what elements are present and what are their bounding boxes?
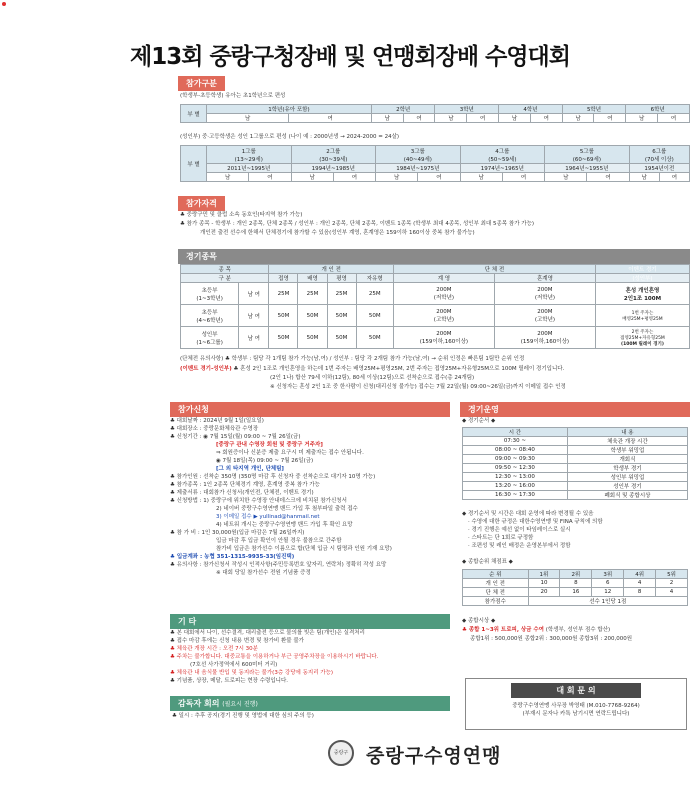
- application-line: ♣ 참가인원 : 선착순 350명 (350명 마감 후 신청자 중 선착순으로 대기자 10명 가능): [170, 474, 376, 480]
- operation-note: · 스타트는 단 1회로 규정함: [468, 535, 534, 541]
- schedule-content: 폐회식 및 종합시상: [567, 491, 687, 500]
- relay-cell: 200M (저학년): [393, 283, 494, 305]
- operation-note: · 경기 진행은 예선 없이 타임레이스로 실시: [468, 527, 571, 533]
- federation-logo: 중랑구: [328, 740, 354, 766]
- points-title: ◆ 종합순위 채점표 ◆: [462, 559, 513, 565]
- points-cell: 개 인 전: [463, 579, 529, 588]
- points-table: [462, 569, 688, 606]
- grade-cell: 6학년: [626, 105, 690, 114]
- medley-cell: 200M (저학년): [494, 283, 595, 305]
- mf-cell: 남: [207, 114, 289, 123]
- group-cell: 2그룹 (30~39세): [291, 146, 376, 164]
- operation-note: · 조편성 및 레인 배정은 운영본부에서 정함: [468, 543, 571, 549]
- dist-cell: 50M: [269, 327, 298, 349]
- schedule-time: 16:30 ~ 17:30: [463, 491, 568, 500]
- operation-note: · 수영에 대한 규정은 대한수영연맹 및 FINA 규칙에 의함: [468, 519, 603, 525]
- schedule-row: [463, 455, 688, 464]
- relay-cell: 200M (고학년): [393, 305, 494, 327]
- mf-cell: 남: [207, 173, 249, 182]
- grade-cell: 5학년: [562, 105, 626, 114]
- medley-cell: 200M (고학년): [494, 305, 595, 327]
- application-line: ♣ 제출서류 : 대회참가 신청서(개인전, 단체전, 이벤트 경기): [170, 490, 314, 496]
- application-line: ♣ 대회날짜 : 2024년 9월 1일(일요일): [170, 418, 264, 424]
- points-header: 1위: [528, 570, 560, 579]
- event-game-cell: 1번 주자는 배영25M+평영25M: [595, 305, 689, 327]
- application-line: ♣ 참가종목 : 1인 2종목 단체경기 계영, 혼계영 중복 참가 가능: [170, 482, 320, 488]
- application-line: ※ 대회 당일 참가선수 전원 기념품 증정: [216, 570, 311, 576]
- other-list: [170, 629, 452, 685]
- points-row: [463, 588, 688, 597]
- mf-cell: 남: [376, 173, 418, 182]
- stroke-head: 자유형: [356, 274, 393, 283]
- dist-cell: 50M: [327, 305, 356, 327]
- dist-cell: 50M: [327, 327, 356, 349]
- col-team: 단 체 전: [393, 265, 595, 274]
- adult-note: (성인부) 중·고등학생은 성인 1그룹으로 편성 (나이 예 : 2000년생 → 2024-2000 = 24살): [180, 134, 400, 140]
- mf-cell: 남: [460, 173, 502, 182]
- group-cell: 5그룹 (60~69세): [545, 146, 630, 164]
- section-participants: 참가구분: [178, 76, 225, 91]
- points-row: [463, 597, 688, 606]
- grade-cell: 3학년: [435, 105, 499, 114]
- application-line: ♣ 입금계좌 : 농협 351-1315-9935-33(임진택): [170, 554, 295, 560]
- judges-line: ♣ 일시 : 추후 공지(경기 진행 및 영법에 대한 심의 주의 등): [172, 713, 314, 719]
- dist-cell: 25M: [298, 283, 327, 305]
- points-cell: 단 체 전: [463, 588, 529, 597]
- operation-note: ◆ 경기순서 및 시간은 대회 운영에 따라 변경될 수 있음: [462, 511, 594, 517]
- col-div: 구 분: [181, 274, 269, 283]
- years-cell: 1984년~1975년: [376, 164, 461, 173]
- event-note: (이벤트 경기-성인부) ♣ 혼성 2인 1조로 개인혼영을 하는데 1번 주자는 배영25M+평영25M, 2번 주자는 접영25M+자유형25M으로 100M 릴레이 경기입니다.: [180, 366, 565, 372]
- relay-cell: 200M (159이하,160이상): [393, 327, 494, 349]
- section-qualification: 참가자격: [178, 196, 225, 211]
- application-line: ♣ 유의사항 : 참가신청서 작성시 인적사항(주민등록번호 앞자리, 연락처) 정확히 작성 요망: [170, 562, 387, 568]
- team-head: 혼계영: [494, 274, 595, 283]
- section-judges: 감독자 회의 (필요시 진행): [170, 696, 450, 711]
- div-cell: 성인부 (1~6그룹): [181, 327, 239, 349]
- award-line: ♣ 종합 1~3위 트로피, 상금 수여 (학생부, 성인부 점수 합산): [462, 627, 611, 633]
- section-events: 경기종목: [178, 249, 690, 264]
- points-cell: 6: [592, 579, 624, 588]
- points-cell: 8: [624, 588, 656, 597]
- schedule-time: 09:00 ~ 09:30: [463, 455, 568, 464]
- application-list: [170, 417, 452, 577]
- dist-cell: 25M: [269, 283, 298, 305]
- points-cell: 참가점수: [463, 597, 529, 606]
- schedule-row: [463, 464, 688, 473]
- adult-table: [180, 145, 690, 182]
- mf-cell: 남: [371, 114, 403, 123]
- div-cell: 초등부 (1~3학년): [181, 283, 239, 305]
- qual-line: ♣ 참가 종목 - 학생부 : 개인 2종목, 단체 2종목 / 성인부 : 개인 2종목, 단체 2종목, 이벤트 1종목 (학생부 최대 4종목, 성인부 최대 5종목 참가 가능): [180, 221, 535, 227]
- other-line: ♣ 체육관 개장 시간 : 오전 7시 30분: [170, 646, 258, 652]
- mf-cell: 여: [587, 173, 629, 182]
- schedule-row: [463, 437, 688, 446]
- mf-cell: 여: [403, 114, 435, 123]
- mf-cell: 남: [435, 114, 467, 123]
- schedule-time: 13:20 ~ 16:00: [463, 482, 568, 491]
- schedule-header: 시 간: [463, 428, 568, 437]
- schedule-title: ◆ 경기순서 ◆: [462, 418, 496, 424]
- section-other: 기 타: [170, 614, 450, 629]
- page-title: 제13회 중랑구청장배 및 연맹회장배 수영대회: [130, 44, 570, 70]
- points-header: 5위: [656, 570, 688, 579]
- grade-cell: 1학년(유아 포함): [207, 105, 372, 114]
- points-cell: 20: [528, 588, 560, 597]
- col-event: 종 목: [181, 265, 269, 274]
- event-note-3: ※ 신청자는 혼성 2인 1조 중 한사람이 신청(대리신청 불가능) 접수는 7월 22일(월) 09:00~26일(금)까지 이메일 접수 인정: [270, 384, 566, 390]
- elem-note: (학생부-초등학생) 유아는 초1학년으로 편성: [180, 93, 286, 99]
- points-cell: 10: [528, 579, 560, 588]
- application-line: ♣ 신청방법 : 1) 중랑구에 위치한 수영장 안내데스크에 비치된 참가신청서: [170, 498, 347, 504]
- award-title: ◆ 종합시상 ◆: [462, 618, 496, 624]
- dist-cell: 50M: [356, 327, 393, 349]
- schedule-row: [463, 473, 688, 482]
- mf-cell: 남 여: [239, 305, 269, 327]
- contact-line: 중랑구수영연맹 사무장 박영태 (M.010-7768-9264): [512, 703, 640, 709]
- schedule-content: 성인부 경기: [567, 482, 687, 491]
- application-line: ♣ 대회장소 : 중랑문화체육관 수영장: [170, 426, 259, 432]
- mf-cell: 남: [545, 173, 587, 182]
- group-cell: 3그룹 (40~49세): [376, 146, 461, 164]
- application-line: 3) 이메일 접수 ▶ yullinad@hanmail.net: [216, 514, 320, 520]
- years-cell: 1954년이전: [629, 164, 689, 173]
- operation-notes: [462, 510, 603, 550]
- application-line: 참가비 입금은 참가선수 이름으로 합(단체 입금 시 팀명과 인원 기재 요망): [216, 546, 392, 552]
- contact-box: [465, 678, 687, 730]
- event-game-sub: (성인부): [595, 274, 689, 283]
- schedule-content: 학생부 경기: [567, 464, 687, 473]
- section-operation: 경기운영: [460, 402, 690, 417]
- schedule-content: 체육관 개장 시간: [567, 437, 687, 446]
- points-cell: 4: [656, 588, 688, 597]
- years-cell: 1994년~1985년: [291, 164, 376, 173]
- medley-cell: 200M (159이하,160이상): [494, 327, 595, 349]
- schedule-content: 학생부 워밍업: [567, 446, 687, 455]
- grade-cell: 2학년: [371, 105, 435, 114]
- points-cell: 12: [592, 588, 624, 597]
- elem-label: 부 별: [181, 105, 207, 123]
- other-line: ♣ 주차는 불가합니다. 대중교통을 이용하거나 부근 공영주차장을 이용하시기 바랍니다.: [170, 654, 379, 660]
- application-line: ♣ 신청기간 : ◉ 7월 15일(월) 09:00 ~ 7월 26일(금): [170, 434, 301, 440]
- stroke-head: 평영: [327, 274, 356, 283]
- mf-cell: 여: [659, 173, 689, 182]
- events-table: [180, 264, 690, 349]
- group-cell: 6그룹 (70세 이상): [629, 146, 689, 164]
- dist-cell: 50M: [269, 305, 298, 327]
- mf-cell: 여: [289, 114, 371, 123]
- dist-cell: 25M: [356, 283, 393, 305]
- adult-label: 부 별: [181, 146, 207, 182]
- points-cell: 선수 1인당 1점: [528, 597, 687, 606]
- dist-cell: 50M: [356, 305, 393, 327]
- years-cell: 1964년~1955년: [545, 164, 630, 173]
- points-cell: 4: [624, 579, 656, 588]
- application-line: 2) 네이버 중랑구수영연맹 밴드 가입 후 첨부파일 출력 접수: [216, 506, 358, 512]
- points-cell: 16: [560, 588, 592, 597]
- section-application: 참가신청: [170, 402, 450, 417]
- application-line: ◉ 7월 18일(목) 09:00 ~ 7월 26일(금): [216, 458, 314, 464]
- mf-cell: 여: [249, 173, 291, 182]
- schedule-time: 08:00 ~ 08:40: [463, 446, 568, 455]
- schedule-content: 개회식: [567, 455, 687, 464]
- mf-cell: 여: [333, 173, 375, 182]
- points-header: 4위: [624, 570, 656, 579]
- col-event-game: 이벤트 경기: [595, 265, 689, 274]
- qual-line: 개인전 출전 선수에 한해서 단체경기에 참가할 수 있음(성인부 계영, 혼계영은 159이하 160이상 중복 참가 불가능): [200, 230, 475, 236]
- mf-cell: 여: [467, 114, 499, 123]
- points-header: 2위: [560, 570, 592, 579]
- points-cell: 8: [560, 579, 592, 588]
- points-header: 순 위: [463, 570, 529, 579]
- years-cell: 2011년~1995년: [207, 164, 292, 173]
- points-header: 3위: [592, 570, 624, 579]
- points-row: [463, 579, 688, 588]
- group-cell: 4그룹 (50~59세): [460, 146, 545, 164]
- other-line: ♣ 체육관 내 음식물 반입 및 동지라는 불가(3층 강당에 동지리 가능): [170, 670, 334, 676]
- mf-cell: 여: [530, 114, 562, 123]
- group-cell: 1그룹 (13~29세): [207, 146, 292, 164]
- mf-cell: 여: [502, 173, 544, 182]
- mf-cell: 남 여: [239, 283, 269, 305]
- mf-cell: 남: [499, 114, 531, 123]
- points-cell: 2: [656, 579, 688, 588]
- mf-cell: 남: [626, 114, 658, 123]
- mf-cell: 여: [418, 173, 460, 182]
- mf-cell: 남 여: [239, 327, 269, 349]
- org-name: 중랑구수영연맹: [366, 745, 502, 767]
- application-line: 4) 네트워 개시는 중랑구수영연맹 밴드 가입 후 확인 요망: [216, 522, 353, 528]
- schedule-header: 내 용: [567, 428, 687, 437]
- mf-cell: 남: [291, 173, 333, 182]
- mf-cell: 남: [562, 114, 594, 123]
- award-prizes: 종합1위 : 500,000원 종합2위 : 300,000원 종합3위 : 200,000원: [470, 636, 633, 642]
- application-line: [중랑구 관내 수영장 회원 및 중랑구 거주자]: [216, 442, 323, 448]
- schedule-time: 09:50 ~ 12:30: [463, 464, 568, 473]
- schedule-row: [463, 482, 688, 491]
- schedule-time: 07:30 ~: [463, 437, 568, 446]
- elem-table: [180, 104, 690, 123]
- col-individual: 개 인 전: [269, 265, 393, 274]
- event-game-cell: 혼성 개인혼영 2인1조 100M: [595, 283, 689, 305]
- mf-cell: 남: [629, 173, 659, 182]
- schedule-row: [463, 491, 688, 500]
- div-cell: 초등부 (4~6학년): [181, 305, 239, 327]
- mf-cell: 여: [658, 114, 690, 123]
- event-note-2: (2인 1나) 합산 79세 이하(12팀), 80세 이상(12팀)으로 선착순으로 접수(총 24개팀): [270, 375, 475, 381]
- schedule-table: [462, 427, 688, 500]
- qual-line: ♣ 중랑구민 및 클럽 소속 동호인(타지역 참가 가능): [180, 212, 303, 218]
- application-line: [그 외 타지역 개인, 단체팀]: [216, 466, 284, 472]
- application-line: ⇒ 회원증이나 신분증 제출 요구시 미 제출자는 접수 안됩니다.: [216, 450, 364, 456]
- contact-line-2: (부재시 문자나 카톡 남기시면 연락드립니다): [522, 711, 630, 717]
- grade-cell: 4학년: [499, 105, 563, 114]
- dist-cell: 50M: [298, 327, 327, 349]
- team-note: (단체전 유의사항) ♣ 학생부 : 팀당 각 1개팀 참가 가능(남,여) / 성인부 : 팀당 각 2개팀 참가 가능(남,여) → 순위 인정은 빠른팀 1팀만 순위 인정: [180, 356, 525, 362]
- years-cell: 1974년~1965년: [460, 164, 545, 173]
- corner-dot: [2, 2, 6, 6]
- application-line: ♣ 참 가 비 : 1인 30,000원(입금 마감은 7월 26일까지): [170, 530, 305, 536]
- schedule-content: 성인부 워밍업: [567, 473, 687, 482]
- other-line: (7호선 사가정역에서 600미터 거리): [190, 662, 278, 668]
- mf-cell: 여: [594, 114, 626, 123]
- dist-cell: 25M: [327, 283, 356, 305]
- other-line: ♣ 본 대회에서 나이, 선수결격, 대리출전 등으로 물의를 빚은 팀(개인)은 실격처리: [170, 630, 365, 636]
- other-line: ♣ 기념품, 상장, 메달, 트로피는 현장 수령입니다.: [170, 678, 289, 684]
- schedule-row: [463, 446, 688, 455]
- other-line: ♣ 접수 마감 후에는 신청 내용 변경 및 참가비 환불 불가: [170, 638, 304, 644]
- schedule-time: 12:30 ~ 13:00: [463, 473, 568, 482]
- application-line: 입금 마감 후 입금 확인이 안될 경우 불참으로 간주함: [216, 538, 342, 544]
- dist-cell: 50M: [298, 305, 327, 327]
- stroke-head: 배영: [298, 274, 327, 283]
- contact-title: 대 회 문 의: [511, 683, 641, 698]
- event-game-cell: 2번 주자는 접영25M+자유형25M (100M 릴레이 경기): [595, 327, 689, 349]
- stroke-head: 접영: [269, 274, 298, 283]
- team-head: 계 영: [393, 274, 494, 283]
